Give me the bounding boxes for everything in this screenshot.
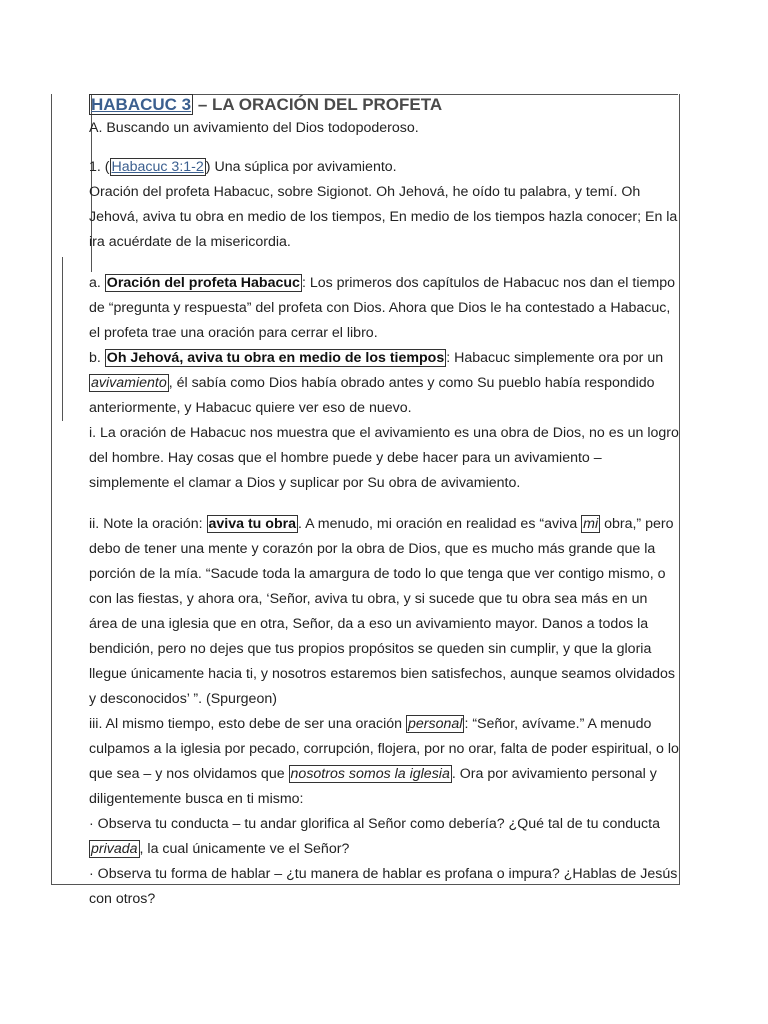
item-ii-italic: mi — [583, 516, 599, 532]
bullet-1-italic: privada — [91, 841, 138, 857]
bullet-1 — [89, 812, 679, 862]
item-b-text2: , él sabía como Dios había obrado antes y como Su pueblo había respondido anteriormente, y Habacuc quiere ver eso de nuevo. — [89, 375, 655, 416]
point-1-ref-link[interactable]: Habacuc 3:1-2 — [111, 159, 204, 175]
item-iii-italic1: personal — [408, 716, 463, 732]
item-ii — [89, 512, 679, 712]
title-ref-link[interactable]: HABACUC 3 — [91, 95, 192, 114]
item-a-text: : Los primeros dos capítulos de Habacuc nos dan el tiempo de “pregunta y respuesta” del profeta con Dios. Ahora que Dios le ha contestado a Habacuc, el profeta trae una oración para cerrar el libro. — [89, 275, 675, 341]
item-iii-prefix: iii. Al mismo tiempo, esto debe de ser una oración — [89, 716, 407, 732]
item-a — [89, 271, 679, 346]
item-ii-text2: obra,” pero debo de tener una mente y corazón por la obra de Dios, que es mucho más grande que la porción de la mía. “Sacude toda la amargura de todo lo que tenga que ver contigo mismo, o con las fiestas, y ahora ora, ‘Señor, aviva tu obra, y si sucede que tu obra sea más en un área de una iglesia que en otra, Señor, da a eso un avivamiento mayor. Danos a todos la bendición, pero no dejes que tus propios propósitos se queden sin cumplir, y que la gloria llegue únicamente hacia ti, y nosotros estaremos bien satisfechos, aunque seamos olvidados y desconocidos’ ”. (Spurgeon) — [89, 516, 675, 707]
item-i: i. La oración de Habacuc nos muestra que el avivamiento es una obra de Dios, no es un logro del hombre. Hay cosas que el hombre puede y debe hacer para un avivamiento – simplemente el clamar a Dios y suplicar por Su obra de avivamiento. — [89, 425, 679, 491]
item-b-prefix: b. — [89, 350, 105, 366]
item-ii-text1: . A menudo, mi oración en realidad es “aviva — [298, 516, 582, 532]
item-b — [89, 346, 679, 421]
bullet-1-text2: , la cual únicamente ve el Señor? — [139, 841, 350, 857]
bullet-2: · Observa tu forma de hablar – ¿tu manera de hablar es profana o impura? ¿Hablas de Jesús con otros? — [89, 866, 678, 907]
item-iii-text1: : “Señor, avívame.” A menudo culpamos a la iglesia por pecado, corrupción, flojera, por no orar, falta de poder espiritual, o lo que sea – y nos olvidamos que — [89, 716, 679, 782]
item-a-bold: Oración del profeta Habacuc — [106, 275, 300, 291]
item-b-text1: : Habacuc simplemente ora por un — [446, 350, 664, 366]
point-1-prefix: 1. ( — [89, 159, 110, 175]
verse-text: Oración del profeta Habacuc, sobre Sigionot. Oh Jehová, he oído tu palabra, y temí. Oh Jehová, aviva tu obra en medio de los tiempos, En medio de los tiempos hazla conocer; En la ira acuérdate de la misericordia. — [89, 184, 678, 250]
item-iii-italic2: nosotros somos la iglesia — [290, 766, 450, 782]
item-iii-text2: . Ora por avivamiento personal y diligentemente busca en ti mismo: — [89, 766, 657, 807]
item-iii — [89, 712, 679, 812]
section-a-heading: A. Buscando un avivamiento del Dios todopoderoso. — [89, 120, 419, 136]
item-b-bold: Oh Jehová, aviva tu obra en medio de los tiempos — [106, 350, 445, 366]
bullet-1-text1: · Observa tu conducta – tu andar glorifica al Señor como debería? ¿Qué tal de tu conducta — [89, 816, 660, 832]
item-a-prefix: a. — [89, 275, 105, 291]
point-1 — [89, 155, 679, 180]
item-ii-bold: aviva tu obra — [208, 516, 297, 532]
point-1-suffix: ) Una súplica por avivamiento. — [205, 159, 397, 175]
page-title — [89, 94, 679, 116]
title-rest: – LA ORACIÓN DEL PROFETA — [193, 95, 443, 114]
margin-line-left — [62, 257, 63, 421]
document-body — [89, 94, 679, 912]
item-ii-prefix: ii. Note la oración: — [89, 516, 207, 532]
item-b-italic: avivamiento — [91, 375, 167, 391]
